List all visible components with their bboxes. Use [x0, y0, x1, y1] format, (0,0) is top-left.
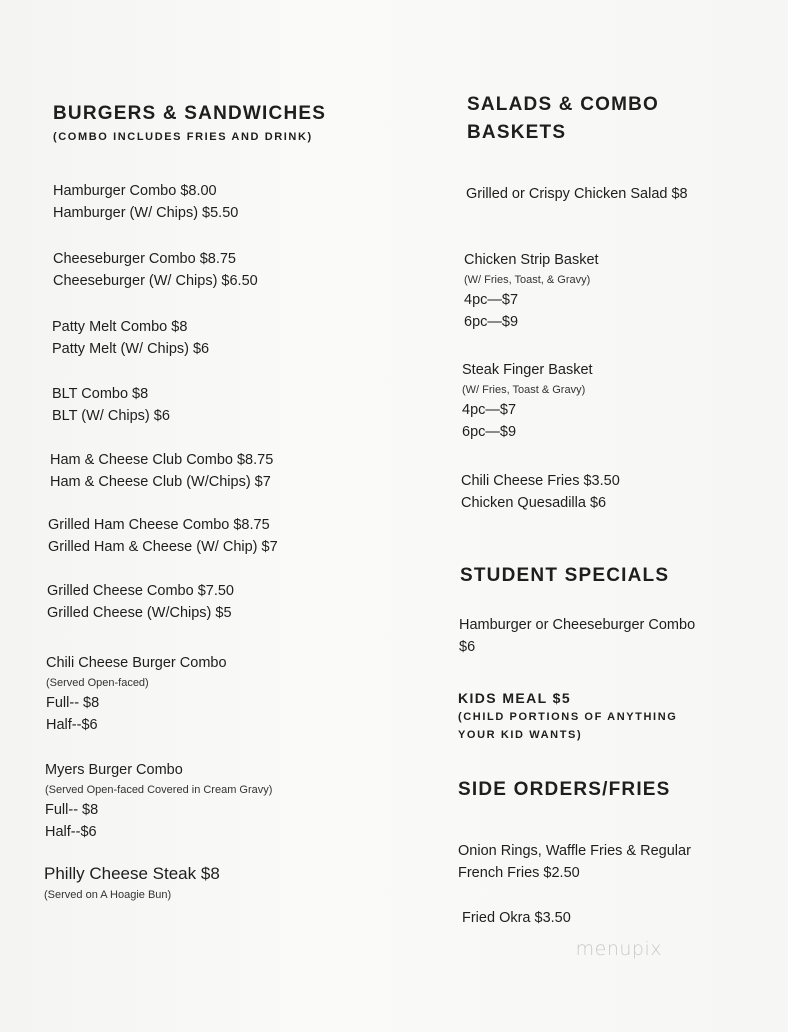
menu-item: Grilled Ham Cheese Combo $8.75: [48, 517, 270, 533]
menu-group: [50, 449, 273, 493]
menu-note: (W/ Fries, Toast, & Gravy): [464, 274, 591, 286]
kids-meal-group: [458, 688, 677, 744]
menu-item: Cheeseburger (W/ Chips) $6.50: [53, 273, 258, 289]
menu-group: [458, 840, 691, 884]
chili-burger-group: [46, 652, 227, 736]
menu-item: Steak Finger Basket: [462, 362, 593, 378]
kids-meal-note: (CHILD PORTIONS OF ANYTHING: [458, 711, 678, 723]
burgers-title: BURGERS & SANDWICHES: [53, 103, 327, 124]
menu-item: BLT Combo $8: [52, 386, 149, 402]
burgers-header: [53, 100, 326, 146]
steak-finger-group: [462, 359, 593, 443]
menu-item: Chili Cheese Fries $3.50: [461, 473, 620, 489]
menu-group: [461, 470, 620, 514]
menu-item: Hamburger or Cheeseburger Combo: [459, 617, 696, 633]
price-6pc: 6pc—$9: [464, 314, 519, 330]
menu-item: Onion Rings, Waffle Fries & Regular: [458, 843, 691, 859]
menu-note: (Served Open-faced Covered in Cream Gravy): [45, 784, 273, 796]
menu-group: [52, 316, 209, 360]
menu-item: Grilled Cheese Combo $7.50: [47, 583, 234, 599]
salads-title-line1: SALADS & COMBO: [467, 94, 660, 115]
price-full: Full-- $8: [46, 695, 100, 711]
menu-group: [53, 180, 238, 224]
menu-note: (Served Open-faced): [46, 677, 149, 689]
philly-group: [44, 862, 220, 904]
menu-item: Chili Cheese Burger Combo: [46, 655, 227, 671]
price-half: Half--$6: [46, 717, 98, 733]
menu-note: (W/ Fries, Toast & Gravy): [462, 384, 586, 396]
menu-item: Patty Melt Combo $8: [52, 319, 188, 335]
watermark-logo: menupix: [575, 938, 662, 960]
menu-item: Ham & Cheese Club Combo $8.75: [50, 452, 274, 468]
side-orders-title: SIDE ORDERS/FRIES: [458, 779, 671, 800]
menu-item: $6: [459, 639, 476, 655]
price-full: Full-- $8: [45, 802, 99, 818]
chicken-strip-group: [464, 249, 599, 333]
salads-header: [467, 91, 659, 147]
menu-item: BLT (W/ Chips) $6: [52, 408, 170, 424]
menu-item: Hamburger (W/ Chips) $5.50: [53, 205, 239, 221]
menu-note: (Served on A Hoagie Bun): [44, 889, 172, 901]
menu-group: [47, 580, 234, 624]
menu-item: Hamburger Combo $8.00: [53, 183, 217, 199]
menu-group: [52, 383, 170, 427]
menu-item: Philly Cheese Steak $8: [44, 864, 220, 883]
myers-burger-group: [45, 759, 272, 843]
menu-item: Chicken Strip Basket: [464, 252, 599, 268]
menu-item: Grilled Cheese (W/Chips) $5: [47, 605, 232, 621]
student-specials-title: STUDENT SPECIALS: [460, 565, 670, 586]
menu-item: Myers Burger Combo: [45, 762, 183, 778]
menu-item: French Fries $2.50: [458, 865, 580, 881]
price-4pc: 4pc—$7: [464, 292, 519, 308]
menu-item: Cheeseburger Combo $8.75: [53, 251, 236, 267]
menu-item: Chicken Quesadilla $6: [461, 495, 607, 511]
menu-group: [459, 614, 695, 658]
price-6pc: 6pc—$9: [462, 424, 517, 440]
burgers-subtitle: (COMBO INCLUDES FRIES AND DRINK): [53, 131, 313, 143]
menu-item: Grilled Ham & Cheese (W/ Chip) $7: [48, 539, 278, 555]
menu-group: [53, 248, 258, 292]
kids-meal-title: KIDS MEAL $5: [458, 690, 572, 706]
menu-item: Ham & Cheese Club (W/Chips) $7: [50, 474, 271, 490]
menu-item: Patty Melt (W/ Chips) $6: [52, 341, 210, 357]
menu-group: [48, 514, 278, 558]
kids-meal-note: YOUR KID WANTS): [458, 729, 583, 741]
menu-item: Fried Okra $3.50: [462, 910, 571, 926]
price-half: Half--$6: [45, 824, 97, 840]
price-4pc: 4pc—$7: [462, 402, 517, 418]
salads-title-line2: BASKETS: [467, 122, 567, 143]
menu-item: Grilled or Crispy Chicken Salad $8: [466, 186, 688, 202]
